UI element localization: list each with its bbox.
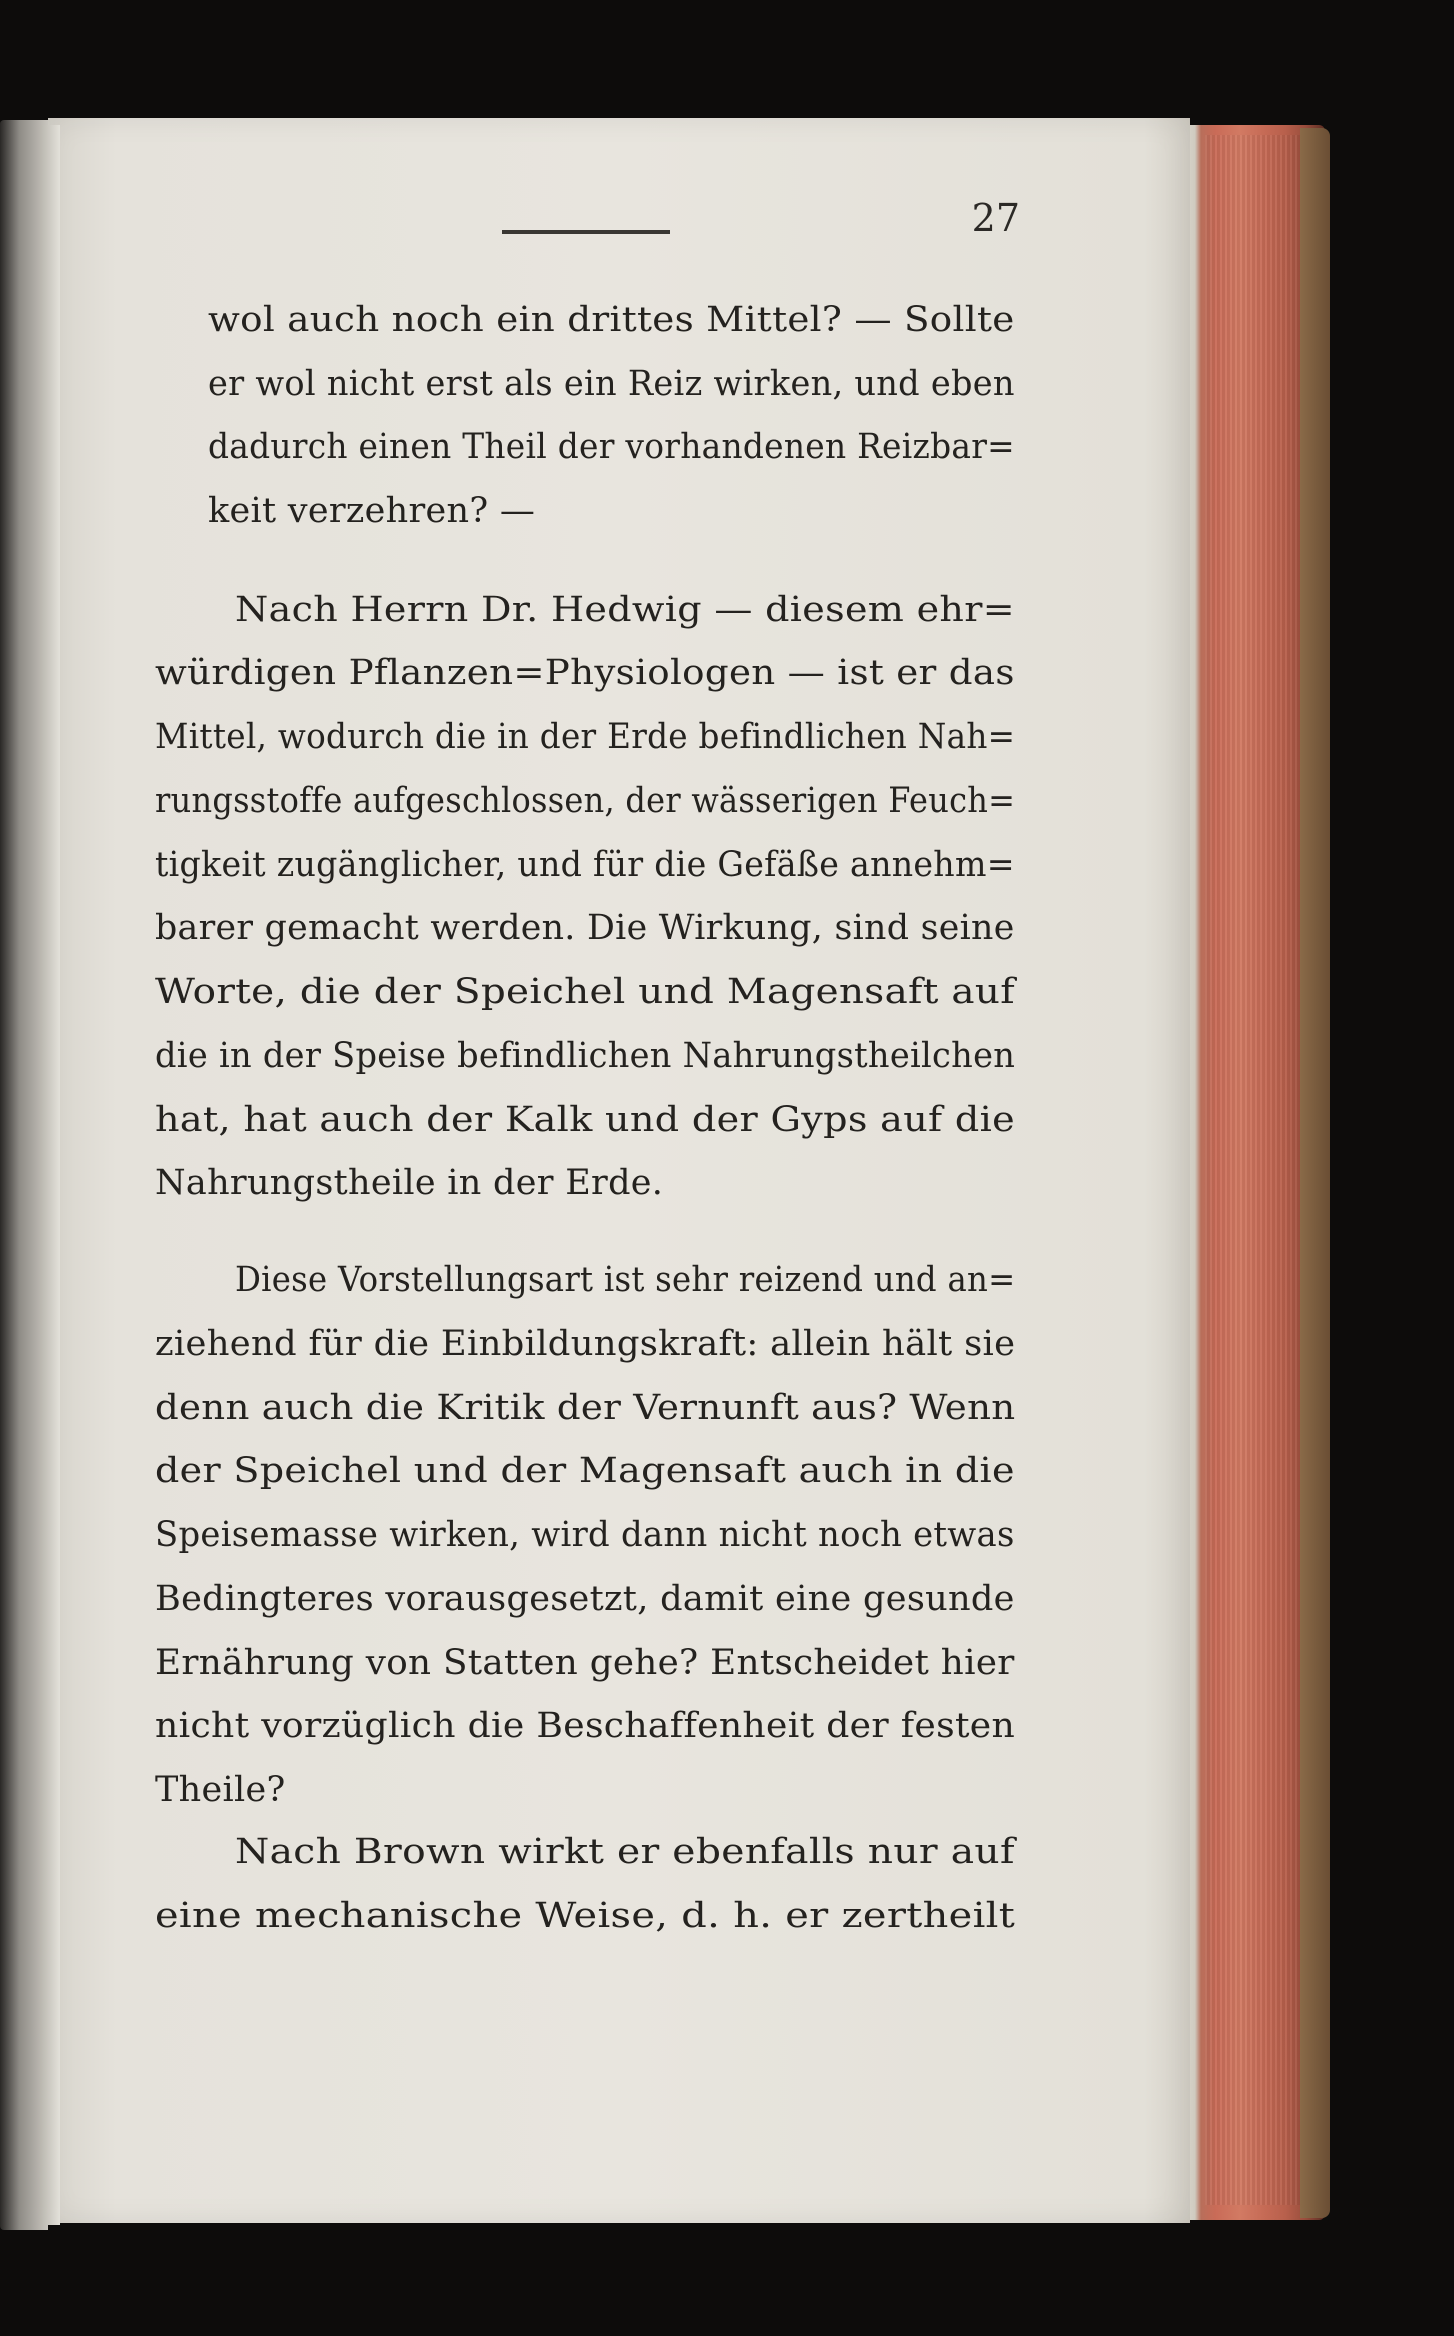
text-line: rungsstoffe aufgeschlossen, der wässerigen Feuch=	[155, 781, 1016, 821]
text-line: Bedingteres vorausgesetzt, damit eine gesunde	[155, 1579, 1015, 1619]
text-line: Mittel, wodurch die in der Erde befindlichen Nah=	[155, 717, 1016, 757]
text-line: barer gemacht werden. Die Wirkung, sind seine	[155, 908, 1015, 948]
text-line: der Speichel und der Magensaft auch in die	[155, 1451, 1015, 1491]
text-line: wol auch noch ein drittes Mittel? — Sollte	[208, 300, 1015, 340]
text-line: Theile?	[155, 1770, 286, 1810]
text-line: die in der Speise befindlichen Nahrungstheilchen	[155, 1036, 1016, 1076]
text-line: nicht vorzüglich die Beschaffenheit der festen	[155, 1706, 1016, 1746]
text-line: Worte, die der Speichel und Magensaft auf	[155, 972, 1015, 1012]
text-line: Diese Vorstellungsart ist sehr reizend und an=	[235, 1260, 1016, 1300]
text-line: Speisemasse wirken, wird dann nicht noch etwas	[155, 1515, 1015, 1555]
text-line: dadurch einen Theil der vorhandenen Reizbar=	[208, 427, 1015, 467]
book-cover-edge	[1300, 128, 1330, 2218]
text-line: eine mechanische Weise, d. h. er zertheilt	[155, 1896, 1016, 1936]
text-line: würdigen Pflanzen=Physiologen — ist er das	[155, 653, 1015, 693]
text-line: hat, hat auch der Kalk und der Gyps auf die	[155, 1100, 1016, 1140]
text-line: tigkeit zugänglicher, und für die Gefäße annehm=	[155, 845, 1015, 885]
text-line: er wol nicht erst als ein Reiz wirken, und eben	[208, 364, 1015, 404]
text-line: keit verzehren? —	[208, 491, 536, 531]
text-line: Nahrungstheile in der Erde.	[155, 1163, 664, 1203]
text-line: denn auch die Kritik der Vernunft aus? Wenn	[155, 1388, 1016, 1428]
page-gutter	[40, 125, 60, 2225]
text-line: Nach Brown wirkt er ebenfalls nur auf	[235, 1832, 1015, 1872]
text-line: ziehend für die Einbildungskraft: allein hält sie	[155, 1324, 1016, 1364]
page-edge-texture	[1205, 135, 1315, 2205]
text-line: Ernährung von Statten gehe? Entscheidet hier	[155, 1643, 1015, 1683]
header-rule	[502, 230, 670, 234]
text-line: Nach Herrn Dr. Hedwig — diesem ehr=	[235, 590, 1015, 630]
page-number: 27	[971, 196, 1020, 240]
